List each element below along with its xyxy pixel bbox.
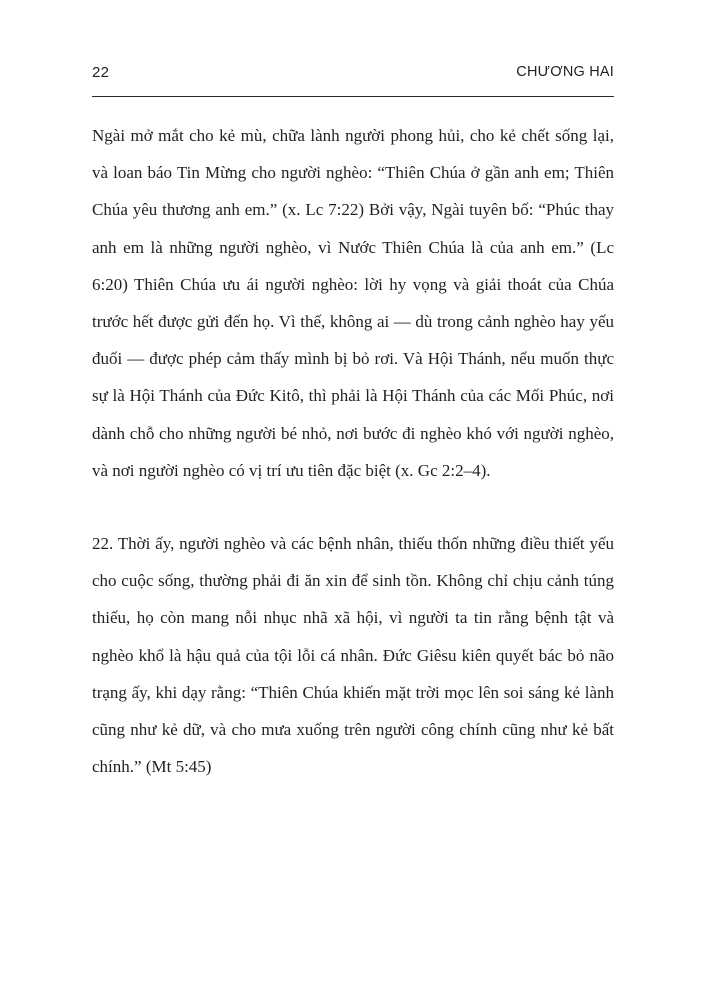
body-text: [92, 117, 614, 785]
paragraph-spacer: [92, 489, 614, 525]
paragraph-2: 22. Thời ấy, người nghèo và các bệnh nhân, thiếu thốn những điều thiết yếu cho cuộc sống, thường phải đi ăn xin để sinh tồn. Không chỉ chịu cảnh túng thiếu, họ còn mang nỗi nhục nhã xã hội, vì người ta tin rằng bệnh tật và nghèo khổ là hậu quả của tội lỗi cá nhân. Đức Giêsu kiên quyết bác bỏ não trạng ấy, khi dạy rằng: “Thiên Chúa khiến mặt trời mọc lên soi sáng kẻ lành cũng như kẻ dữ, và cho mưa xuống trên người công chính cũng như kẻ bất chính.” (Mt 5:45): [92, 534, 614, 777]
paragraph-1: Ngài mở mắt cho kẻ mù, chữa lành người phong hủi, cho kẻ chết sống lại, và loan báo Tin Mừng cho người nghèo: “Thiên Chúa ở gần anh em; Thiên Chúa yêu thương anh em.” (x. Lc 7:22) Bởi vậy, Ngài tuyên bố: “Phúc thay anh em là những người nghèo, vì Nước Thiên Chúa là của anh em.” (Lc 6:20) Thiên Chúa ưu ái người nghèo: lời hy vọng và giải thoát của Chúa trước hết được gửi đến họ. Vì thế, không ai — dù trong cảnh nghèo hay yếu đuối — được phép cảm thấy mình bị bỏ rơi. Và Hội Thánh, nếu muốn thực sự là Hội Thánh của Đức Kitô, thì phải là Hội Thánh của các Mối Phúc, nơi dành chỗ cho những người bé nhỏ, nơi bước đi nghèo khó với người nghèo, và nơi người nghèo có vị trí ưu tiên đặc biệt (x. Gc 2:2–4).: [92, 126, 614, 480]
page-number: 22: [92, 64, 110, 81]
running-header: [92, 62, 614, 97]
chapter-title: CHƯƠNG HAI: [516, 64, 614, 80]
